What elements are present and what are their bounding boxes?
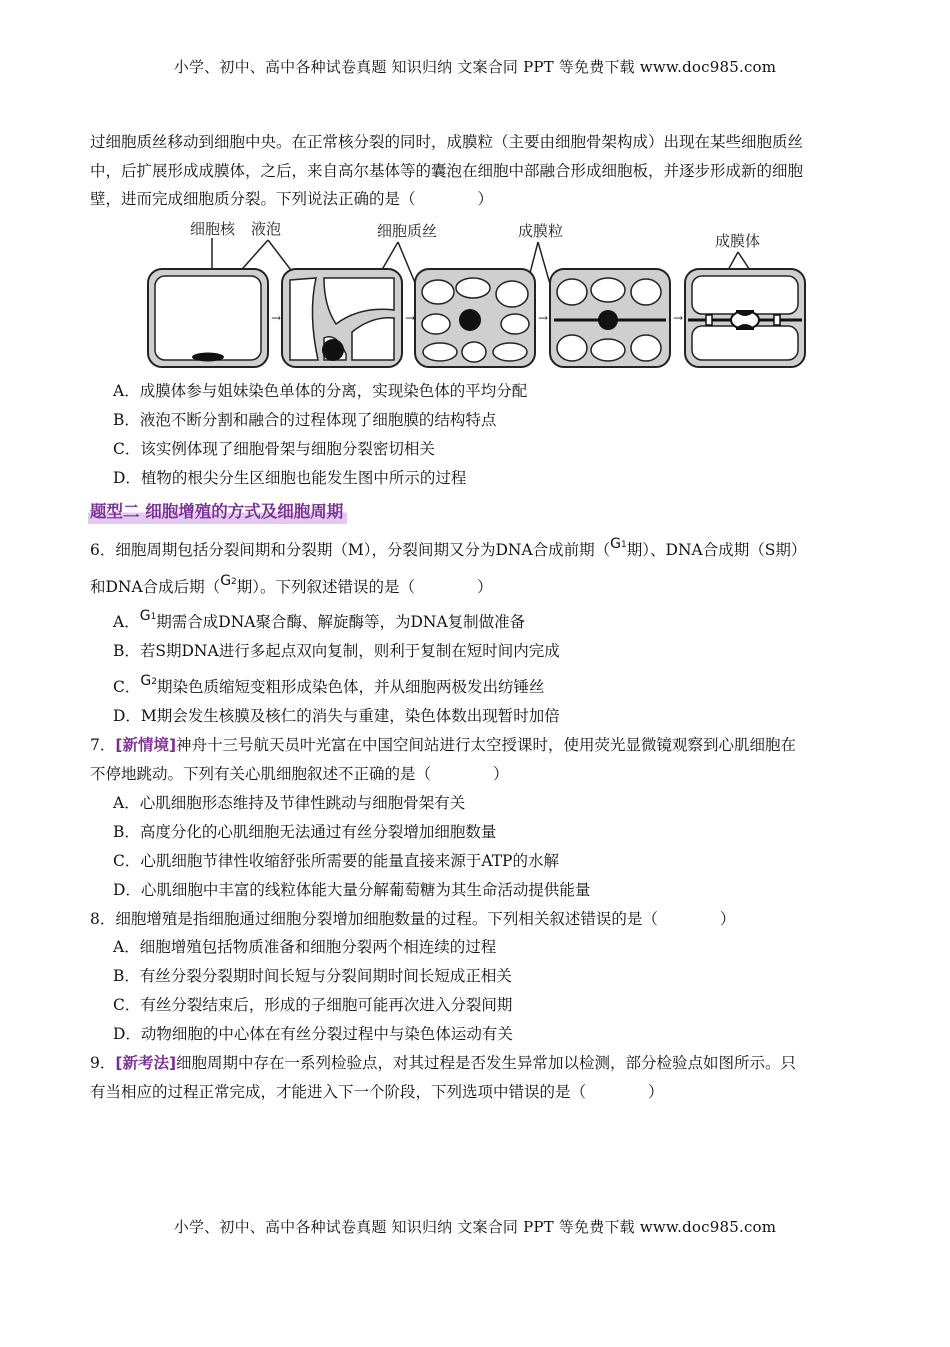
- q7-line-2: 不停地跳动。下列有关心肌细胞叙述不正确的是（ ）: [90, 765, 509, 783]
- page-header: 小学、初中、高中各种试卷真题 知识归纳 文案合同 PPT 等免费下载 www.doc985.com: [173, 58, 777, 76]
- label-phragmoplast: 成膜体: [715, 232, 761, 250]
- q8-option-d: D．动物细胞的中心体在有丝分裂过程中与染色体运动有关: [113, 1025, 513, 1043]
- q6-option-d: D．M期会发生核膜及核仁的消失与重建，染色体数出现暂时加倍: [113, 707, 560, 725]
- g2-symbol: G2: [220, 573, 237, 589]
- q7-option-b: B．高度分化的心肌细胞无法通过有丝分裂增加细胞数量: [113, 823, 497, 841]
- cell-division-diagram: [140, 214, 810, 374]
- q5-text-line-1: 过细胞质丝移动到细胞中央。在正常核分裂的同时，成膜粒（主要由细胞骨架构成）出现在某些细胞质丝: [90, 133, 804, 151]
- q7-tag: [新情境]: [115, 736, 177, 754]
- label-vacuole: 液泡: [251, 220, 282, 238]
- q7-option-c: C．心肌细胞节律性收缩舒张所需要的能量直接来源于ATP的水解: [113, 852, 559, 870]
- svg-text:→: →: [673, 311, 684, 325]
- svg-text:→: →: [271, 311, 282, 325]
- q8-option-c: C．有丝分裂结束后，形成的子细胞可能再次进入分裂间期: [113, 996, 513, 1014]
- q5-option-c: C．该实例体现了细胞骨架与细胞分裂密切相关: [113, 440, 435, 458]
- cell-stage-4: [550, 269, 670, 367]
- g1-symbol: G1: [610, 536, 627, 552]
- label-nucleus: 细胞核: [190, 220, 236, 238]
- q6-line-1: [90, 536, 807, 564]
- q6-line-2-part-1: 和DNA合成后期（: [90, 578, 221, 596]
- q6-option-c: C．G2期染色质缩短变粗形成染色体，并从细胞两极发出纺锤丝: [113, 673, 545, 696]
- q5-option-a: A．成膜体参与姐妹染色单体的分离，实现染色体的平均分配: [113, 382, 528, 400]
- q6-line-1-part-1: 6．细胞周期包括分裂间期和分裂期（M），分裂间期又分为DNA合成前期（: [90, 541, 611, 559]
- q9-tag: [新考法]: [115, 1054, 177, 1072]
- q6-line-1-part-2: 期）、DNA合成期（S期）: [626, 541, 807, 559]
- section-title: 题型二 细胞增殖的方式及细胞周期: [88, 497, 347, 524]
- cell-stage-5: [685, 269, 805, 367]
- q5-option-b: B．液泡不断分割和融合的过程体现了细胞膜的结构特点: [113, 411, 497, 429]
- label-cytoplasmic-strand: 细胞质丝: [377, 222, 438, 240]
- q9-line-2: 有当相应的过程正常完成，才能进入下一个阶段，下列选项中错误的是（ ）: [90, 1083, 664, 1101]
- q7-line-1: 7．[新情境]神舟十三号航天员叶光富在中国空间站进行太空授课时，使用荧光显微镜观察到心肌细胞在: [90, 736, 797, 754]
- q8-option-b: B．有丝分裂分裂期时间长短与分裂间期时间长短成正相关: [113, 967, 512, 985]
- q7-option-d: D．心肌细胞中丰富的线粒体能大量分解葡萄糖为其生命活动提供能量: [113, 881, 591, 899]
- q6-option-b: B．若S期DNA进行多起点双向复制，则利于复制在短时间内完成: [113, 642, 560, 660]
- q6-line-2: [90, 573, 493, 601]
- q5-text-line-2: 中，后扩展形成成膜体，之后，来自高尔基体等的囊泡在细胞中部融合形成细胞板，并逐步形成新的细胞: [90, 162, 804, 180]
- q7-option-a: A．心肌细胞形态维持及节律性跳动与细胞骨架有关: [113, 794, 466, 812]
- q5-option-d: D．植物的根尖分生区细胞也能发生图中所示的过程: [113, 469, 467, 487]
- q8-option-a: A．细胞增殖包括物质准备和细胞分裂两个相连续的过程: [113, 938, 497, 956]
- page-footer: 小学、初中、高中各种试卷真题 知识归纳 文案合同 PPT 等免费下载 www.doc985.com: [173, 1218, 777, 1236]
- label-phragmosome-granule: 成膜粒: [518, 222, 564, 240]
- q9-line-1: 9．[新考法]细胞周期中存在一系列检验点，对其过程是否发生异常加以检测，部分检验点如图所示。只: [90, 1054, 797, 1072]
- cell-stage-3: [415, 269, 535, 367]
- g1-symbol: G1: [139, 608, 157, 624]
- svg-text:→: →: [538, 311, 549, 325]
- g2-symbol: G2: [140, 673, 157, 689]
- cell-stage-1: [148, 269, 268, 367]
- q5-text-line-3: 壁，进而完成细胞质分裂。下列说法正确的是（ ）: [90, 190, 494, 208]
- q8-line-1: 8．细胞增殖是指细胞通过细胞分裂增加细胞数量的过程。下列相关叙述错误的是（ ）: [90, 910, 736, 928]
- q6-option-a: A．G1期需合成DNA聚合酶、解旋酶等，为DNA复制做准备: [113, 608, 526, 631]
- cell-stage-2: [282, 269, 402, 367]
- svg-text:→: →: [405, 311, 416, 325]
- q6-line-2-part-2: 期）。下列叙述错误的是（ ）: [236, 578, 493, 596]
